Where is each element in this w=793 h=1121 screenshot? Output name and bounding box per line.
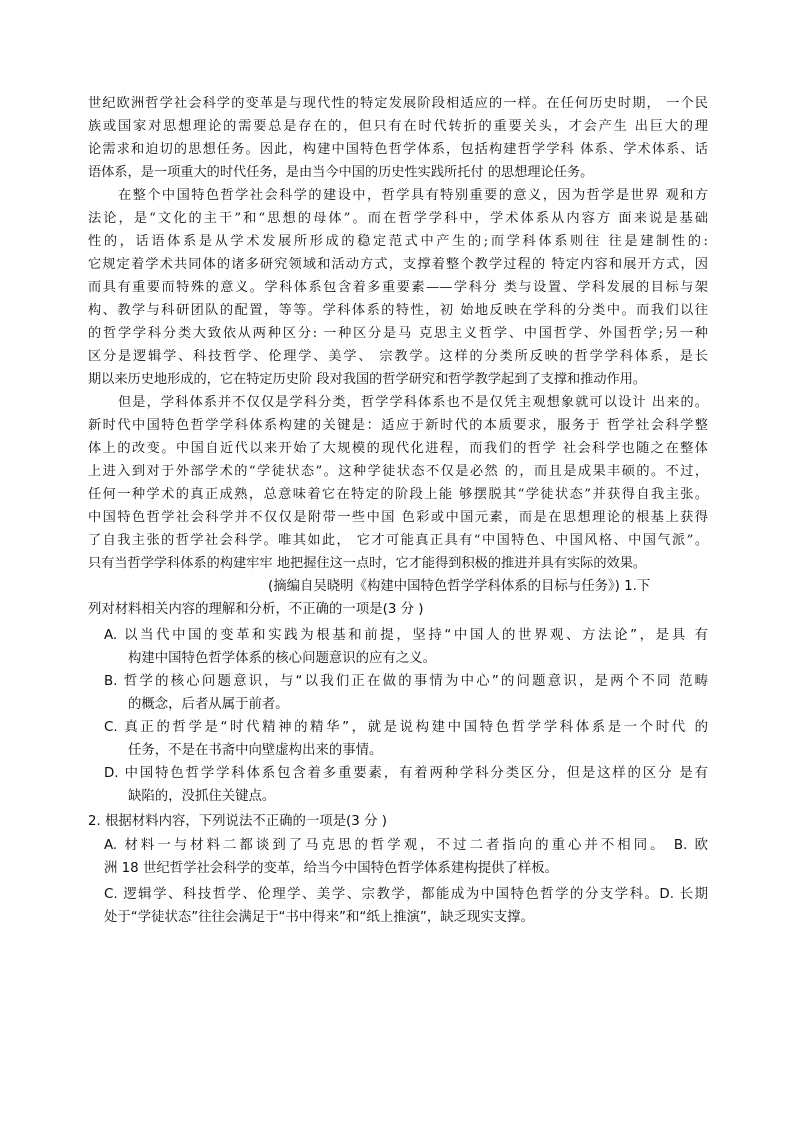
q2-line: A. 材料一与材料二都谈到了马克思的哲学观，不过二者指向的重心并不相同。 B. 欧 [104, 838, 708, 853]
q2-line: C. 逻辑学、科技哲学、伦理学、美学、宗教学，都能成为中国特色哲学的分支学科。D. 长期 [104, 887, 708, 902]
passage-line: 的哲学学科分类大致依从两种区分: 一种区分是马 克思主义哲学、中国哲学、外国哲学;另一种 [88, 326, 708, 341]
passage-line: 了自我主张的哲学社会科学。唯其如此， 它才可能真正具有“中国特色、中国风格、中国气派”。 [88, 533, 708, 548]
passage-line: 只有当哲学学科体系的构建牢牢 地把握住这一点时，它才能得到积极的推进并具有实际的效果。 [88, 556, 647, 571]
q1-option-d-cont: 缺陷的，没抓住关键点。 [128, 789, 276, 804]
passage-line: 中国特色哲学社会科学并不仅仅是附带一些中国 色彩或中国元素，而是在思想理论的根基上获得 [88, 510, 708, 525]
passage-line: 法论，是“文化的主干”和“思想的母体”。而在哲学学科中，学术体系从内容方 面来说是基础 [88, 211, 708, 226]
passage-line: 构、教学与科研团队的配置，等等。学科体系的特性，初 始地反映在学科的分类中。而我们以往 [88, 303, 708, 318]
passage-line: 它规定着学术共同体的诸多研究领域和活动方式，支撑着整个教学过程的 特定内容和展开方式，因 [88, 257, 708, 272]
q1-option-a-cont: 构建中国特色哲学体系的核心问题意识的应有之义。 [128, 651, 436, 666]
passage-line: 新时代中国特色哲学学科体系构建的关键是：适应于新时代的本质要求，服务于 哲学社会科学整 [88, 418, 708, 433]
question-1-stem: 列对材料相关内容的理解和分析，不正确的一项是(3 分 ) [88, 602, 424, 617]
question-2-stem: 2. 根据材料内容，下列说法不正确的一项是(3 分 ) [88, 814, 387, 829]
q1-option-d: D. 中国特色哲学学科体系包含着多重要素，有着两种学科分类区分，但是这样的区分 是有 [104, 766, 708, 781]
passage-line: 而具有重要而特殊的意义。学科体系包含着多重要素——学科分 类与设置、学科发展的目标与架 [88, 280, 708, 295]
q1-option-c-cont: 任务，不是在书斋中向壁虚构出来的事情。 [128, 743, 383, 758]
passage-line: 性的，话语体系是从学术发展所形成的稳定范式中产生的;而学科体系则往 往是建制性的: [88, 234, 708, 249]
passage-line: 族或国家对思想理论的需要总是存在的，但只有在时代转折的重要关头，才会产生 出巨大的理 [88, 119, 708, 134]
passage-line: 任何一种学术的真正成熟，总意味着它在特定的阶段上能 够摆脱其“学徒状态”并获得自我主张。 [88, 487, 708, 502]
passage-line: 论需求和迫切的思想任务。因此，构建中国特色哲学体系，包括构建哲学学科 体系、学术体系、话 [88, 142, 708, 157]
passage-line: 上进入到对于外部学术的“学徒状态”。这种学徒状态不仅是必然 的，而且是成果丰硕的。不过， [88, 464, 708, 479]
passage-line: 世纪欧洲哲学社会科学的变革是与现代性的特定发展阶段相适应的一样。在任何历史时期， 一个民 [88, 96, 708, 111]
passage-line: 语体系，是一项重大的时代任务，是由当今中国的历史性实践所托付 的思想理论任务。 [88, 165, 594, 180]
q1-option-b-cont: 的概念，后者从属于前者。 [128, 697, 289, 712]
passage-line: 在整个中国特色哲学社会科学的建设中，哲学具有特别重要的意义，因为哲学是世界 观和方 [118, 188, 708, 203]
q1-option-b: B. 哲学的核心问题意识，与“以我们正在做的事情为中心”的问题意识，是两个不同 范畴 [104, 674, 708, 689]
passage-line: 体上的改变。中国自近代以来开始了大规模的现代化进程，而我们的哲学 社会科学也随之在整体 [88, 441, 708, 456]
passage-line: 区分是逻辑学、科技哲学、伦理学、美学、 宗教学。这样的分类所反映的哲学学科体系，是长 [88, 349, 708, 364]
passage-line: 期以来历史地形成的，它在特定历史阶 段对我国的哲学研究和哲学教学起到了支撑和推动作用。 [88, 372, 647, 387]
q2-line: 处于“学徒状态”往往会满足于“书中得来”和“纸上推演”，缺乏现实支撑。 [104, 910, 534, 925]
q1-option-a: A. 以当代中国的变革和实践为根基和前提，坚持“中国人的世界观、方法论”，是具 有 [104, 628, 708, 643]
q2-line: 洲 18 世纪哲学社会科学的变革，给当今中国特色哲学体系建构提供了样板。 [104, 861, 559, 876]
q1-option-c: C. 真正的哲学是“时代精神的精华”，就是说构建中国特色哲学学科体系是一个时代 的 [104, 720, 708, 735]
source-citation: (摘编自吴晓明《构建中国特色哲学学科体系的目标与任务》) 1.下 [268, 579, 651, 594]
passage-line: 但是，学科体系并不仅仅是学科分类，哲学学科体系也不是仅凭主观想象就可以设计 出来的。 [118, 395, 708, 410]
